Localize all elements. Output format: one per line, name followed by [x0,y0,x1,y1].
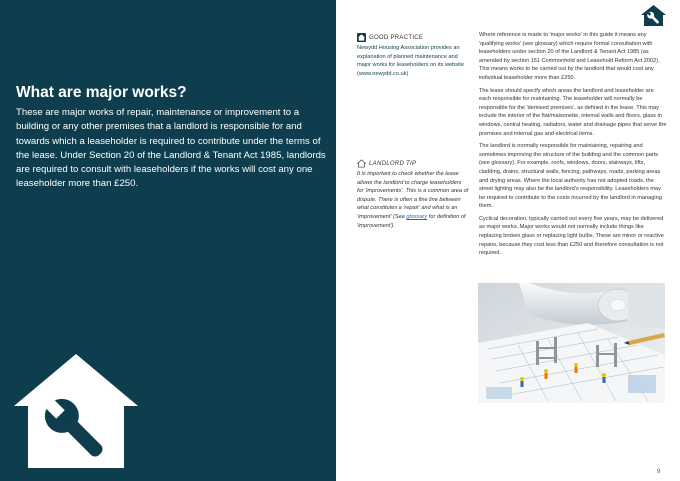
house-wrench-corner-icon [641,5,666,26]
landlord-tip-text-start: It is important to check whether the lease allows the landlord to charge leaseholders for 'improvements'. This is a common area of dispute. There is often a fine line between what constitutes a 'repair' and what is an 'improvement' (See [357,171,469,220]
landlord-tip-header [357,159,469,168]
good-practice-header [357,33,469,42]
good-practice-label: GOOD PRACTICE [369,34,424,41]
left-panel [0,0,336,481]
paragraph-landlord-responsibilities: The landlord is normally responsible for maintaining, repairing and sometimes improving the structure of the building and the common parts (see glossary). For example, roofs, windows, doors, stairways, lifts, cladding, drains, structural walls, fencing, pathways, roads, parking areas and drying areas. Where the local authority has not adopted roads, the street lighting may also be the landlord's responsibility. Leaseholders may be required to contribute to the costs incurred by the landlord in managing them. [479,143,662,210]
intro-text: These are major works of repair, maintenance or improvement to a building or any other premises that a landlord is responsible for and towards which a leaseholder is required to contribute under the terms of the lease. Under Section 20 of the Landlord & Tenant Act 1985, landlords are required to consult with leaseholders if the works will cost any one leaseholder more than £250. [16,107,326,190]
paragraph-cyclical-decoration: Cyclical decoration, typically carried out every five years, may be delivered as major works. Major works would not normally include things like replacing broken glass or replacing light bulbs. These are minor or reactive repairs, because they cost less than £250 and therefore consultation is not required. [479,215,664,257]
main-text-column [479,31,667,262]
paragraph-qualifying-works: Where reference is made to 'major works' in this guide it means any 'qualifying works' (see glossary) which require formal consultation with leaseholders under section 20 of the Landlord & Tenant Act 1985 (as amended by section 151 Commonhold and Leasehold Reform Act 2002). This means works to be carried out by the landlord that would cost any individual leaseholder more than £250. [479,32,660,81]
glossary-link[interactable]: glossary [406,213,428,220]
landlord-tip-label: LANDLORD TIP [369,160,417,167]
blueprint-illustration [478,283,665,403]
paragraph-lease-responsibilities: The lease should specify which areas the landlord and leaseholder are each responsible for maintaining. The leaseholder will normally be responsible for the 'demised premises', as defined in the lease. This may include the interior of the flat/maisonette, internal walls and floors, glass in windows, central heating, radiators, water and drainage pipes that serve the premises and internal gas and electrical items. [479,87,667,137]
good-practice-text: Newydd Housing Association provides an explanation of planned maintenance and major works for leaseholders on its website (www.newydd.co.uk) [357,45,464,77]
landlord-tip-box [357,159,469,230]
house-wrench-icon [357,33,366,42]
page-number: 9 [657,469,661,475]
landlord-tip-text-end: for definition of 'improvement'). [357,213,466,229]
house-wrench-icon [12,352,140,470]
landlord-tip-text [357,170,469,230]
house-outline-icon [357,159,366,168]
good-practice-box [357,33,469,78]
page-title: What are major works? [16,84,187,101]
